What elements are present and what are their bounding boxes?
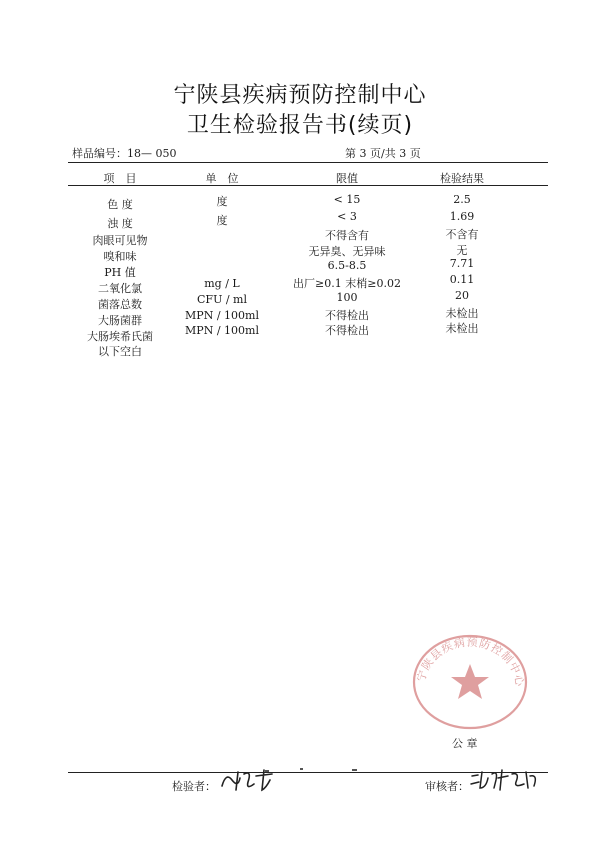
column-header-unit: 单 位 — [205, 172, 239, 185]
row-item: PH 值 — [104, 266, 136, 279]
row-result: 未检出 — [445, 307, 479, 320]
row-result: 无 — [456, 244, 468, 257]
org-name: 宁陕县疾病预防控制中心 — [173, 83, 427, 108]
row-item: 大肠菌群 — [98, 314, 142, 327]
row-limit: 不得检出 — [325, 324, 369, 337]
star-icon — [451, 664, 489, 699]
column-header-item: 项 目 — [103, 172, 137, 185]
seal-label: 公 章 — [452, 737, 478, 750]
row-item: 肉眼可见物 — [92, 234, 148, 247]
page-info: 第 3 页/共 3 页 — [345, 147, 421, 160]
reviewer-signature — [468, 766, 540, 794]
row-limit: < 15 — [333, 193, 361, 206]
row-item: 大肠埃希氏菌 — [87, 330, 153, 343]
scan-speck — [265, 770, 269, 772]
table-top-rule — [68, 162, 548, 163]
row-item: 色 度 — [107, 198, 133, 211]
row-limit: 出厂≥0.1 末梢≥0.02 — [293, 277, 401, 290]
row-unit: CFU / ml — [197, 293, 247, 306]
row-result: 2.5 — [453, 193, 471, 206]
row-limit: 100 — [336, 291, 358, 304]
row-unit: 度 — [216, 195, 228, 208]
row-limit: 不得含有 — [325, 229, 369, 242]
column-header-result: 检验结果 — [440, 172, 484, 185]
end-of-table-note: 以下空白 — [98, 345, 142, 358]
seal-text: 宁陕县疾病预防控制中心 — [414, 635, 527, 688]
row-unit: MPN / 100ml — [185, 324, 259, 337]
row-unit: mg / L — [204, 277, 240, 290]
report-title: 卫生检验报告书(续页) — [186, 113, 414, 138]
row-unit: MPN / 100ml — [185, 309, 259, 322]
inspector-label: 检验者： — [172, 780, 216, 793]
inspector-signature — [218, 766, 278, 794]
row-item: 二氧化氯 — [98, 282, 142, 295]
scan-speck — [352, 769, 357, 771]
row-item: 嗅和味 — [103, 250, 137, 263]
row-result: 不含有 — [445, 228, 479, 241]
column-header-limit: 限值 — [336, 172, 358, 185]
table-header-rule — [68, 185, 548, 186]
row-result: 7.71 — [449, 257, 475, 270]
row-limit: 6.5-8.5 — [327, 259, 367, 272]
official-seal — [408, 630, 532, 730]
row-result: 未检出 — [445, 322, 479, 335]
row-item: 浊 度 — [107, 217, 133, 230]
row-item: 菌落总数 — [98, 298, 142, 311]
row-result: 1.69 — [449, 210, 475, 223]
row-limit: 不得检出 — [325, 309, 369, 322]
row-result: 0.11 — [449, 273, 475, 286]
sample-number: 样品编号：18— 050 — [72, 147, 177, 160]
reviewer-label: 审核者： — [425, 780, 469, 793]
row-limit: 无异臭、无异味 — [308, 245, 386, 258]
scan-speck — [300, 768, 303, 770]
row-limit: < 3 — [337, 210, 357, 223]
row-result: 20 — [455, 289, 469, 302]
row-unit: 度 — [216, 214, 228, 227]
